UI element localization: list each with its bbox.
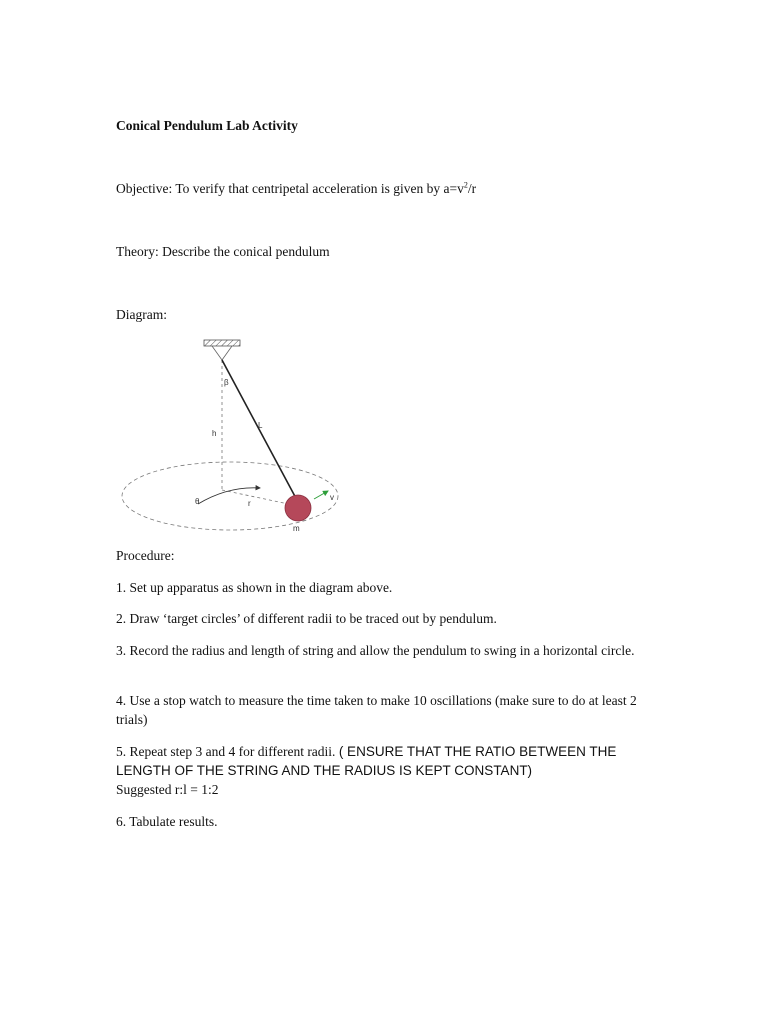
label-theta: θ [195,497,200,506]
pendulum-bob [285,495,311,521]
step-5-suggested: Suggested r:l = 1:2 [116,782,219,797]
rotation-arrow [198,488,260,504]
procedure-step-4: 4. Use a stop watch to measure the time taken to make 10 oscillations (make sure to do at least 2 trials) [116,693,637,727]
label-mass: m [293,524,300,533]
step-5-text: 5. Repeat step 3 and 4 for different radii. [116,744,339,759]
velocity-arrow [314,491,328,499]
procedure-step-2: 2. Draw ‘target circles’ of different radii to be traced out by pendulum. [116,611,497,626]
procedure-label: Procedure: [116,548,175,563]
label-velocity: v [330,493,334,502]
procedure-step-1: 1. Set up apparatus as shown in the diagram above. [116,580,393,595]
label-beta: β [224,378,229,387]
objective-suffix: /r [467,181,477,196]
objective-text [116,179,476,198]
step-5-caps-note: ( ENSURE THAT THE RATIO BETWEEN THE LENGTH OF THE STRING AND THE RADIUS IS KEPT CONSTANT) [116,744,617,778]
conical-pendulum-diagram [118,336,358,536]
procedure-step-6: 6. Tabulate results. [116,814,218,829]
theory-text: Theory: Describe the conical pendulum [116,244,330,259]
pivot-mount [212,346,232,360]
label-height: h [212,429,217,438]
objective-prefix: Objective: To verify that centripetal acceleration is given by a=v [116,181,464,196]
procedure-step-5 [116,742,656,799]
objective-exponent: 2 [463,180,468,190]
ceiling-support [204,340,240,346]
document-title: Conical Pendulum Lab Activity [116,118,298,133]
label-radius: r [248,499,251,508]
procedure-step-3: 3. Record the radius and length of string and allow the pendulum to swing in a horizontal circle. [116,643,635,658]
diagram-label: Diagram: [116,307,167,322]
label-length: L [258,421,263,430]
circular-path [122,462,338,530]
pendulum-string [222,360,298,502]
